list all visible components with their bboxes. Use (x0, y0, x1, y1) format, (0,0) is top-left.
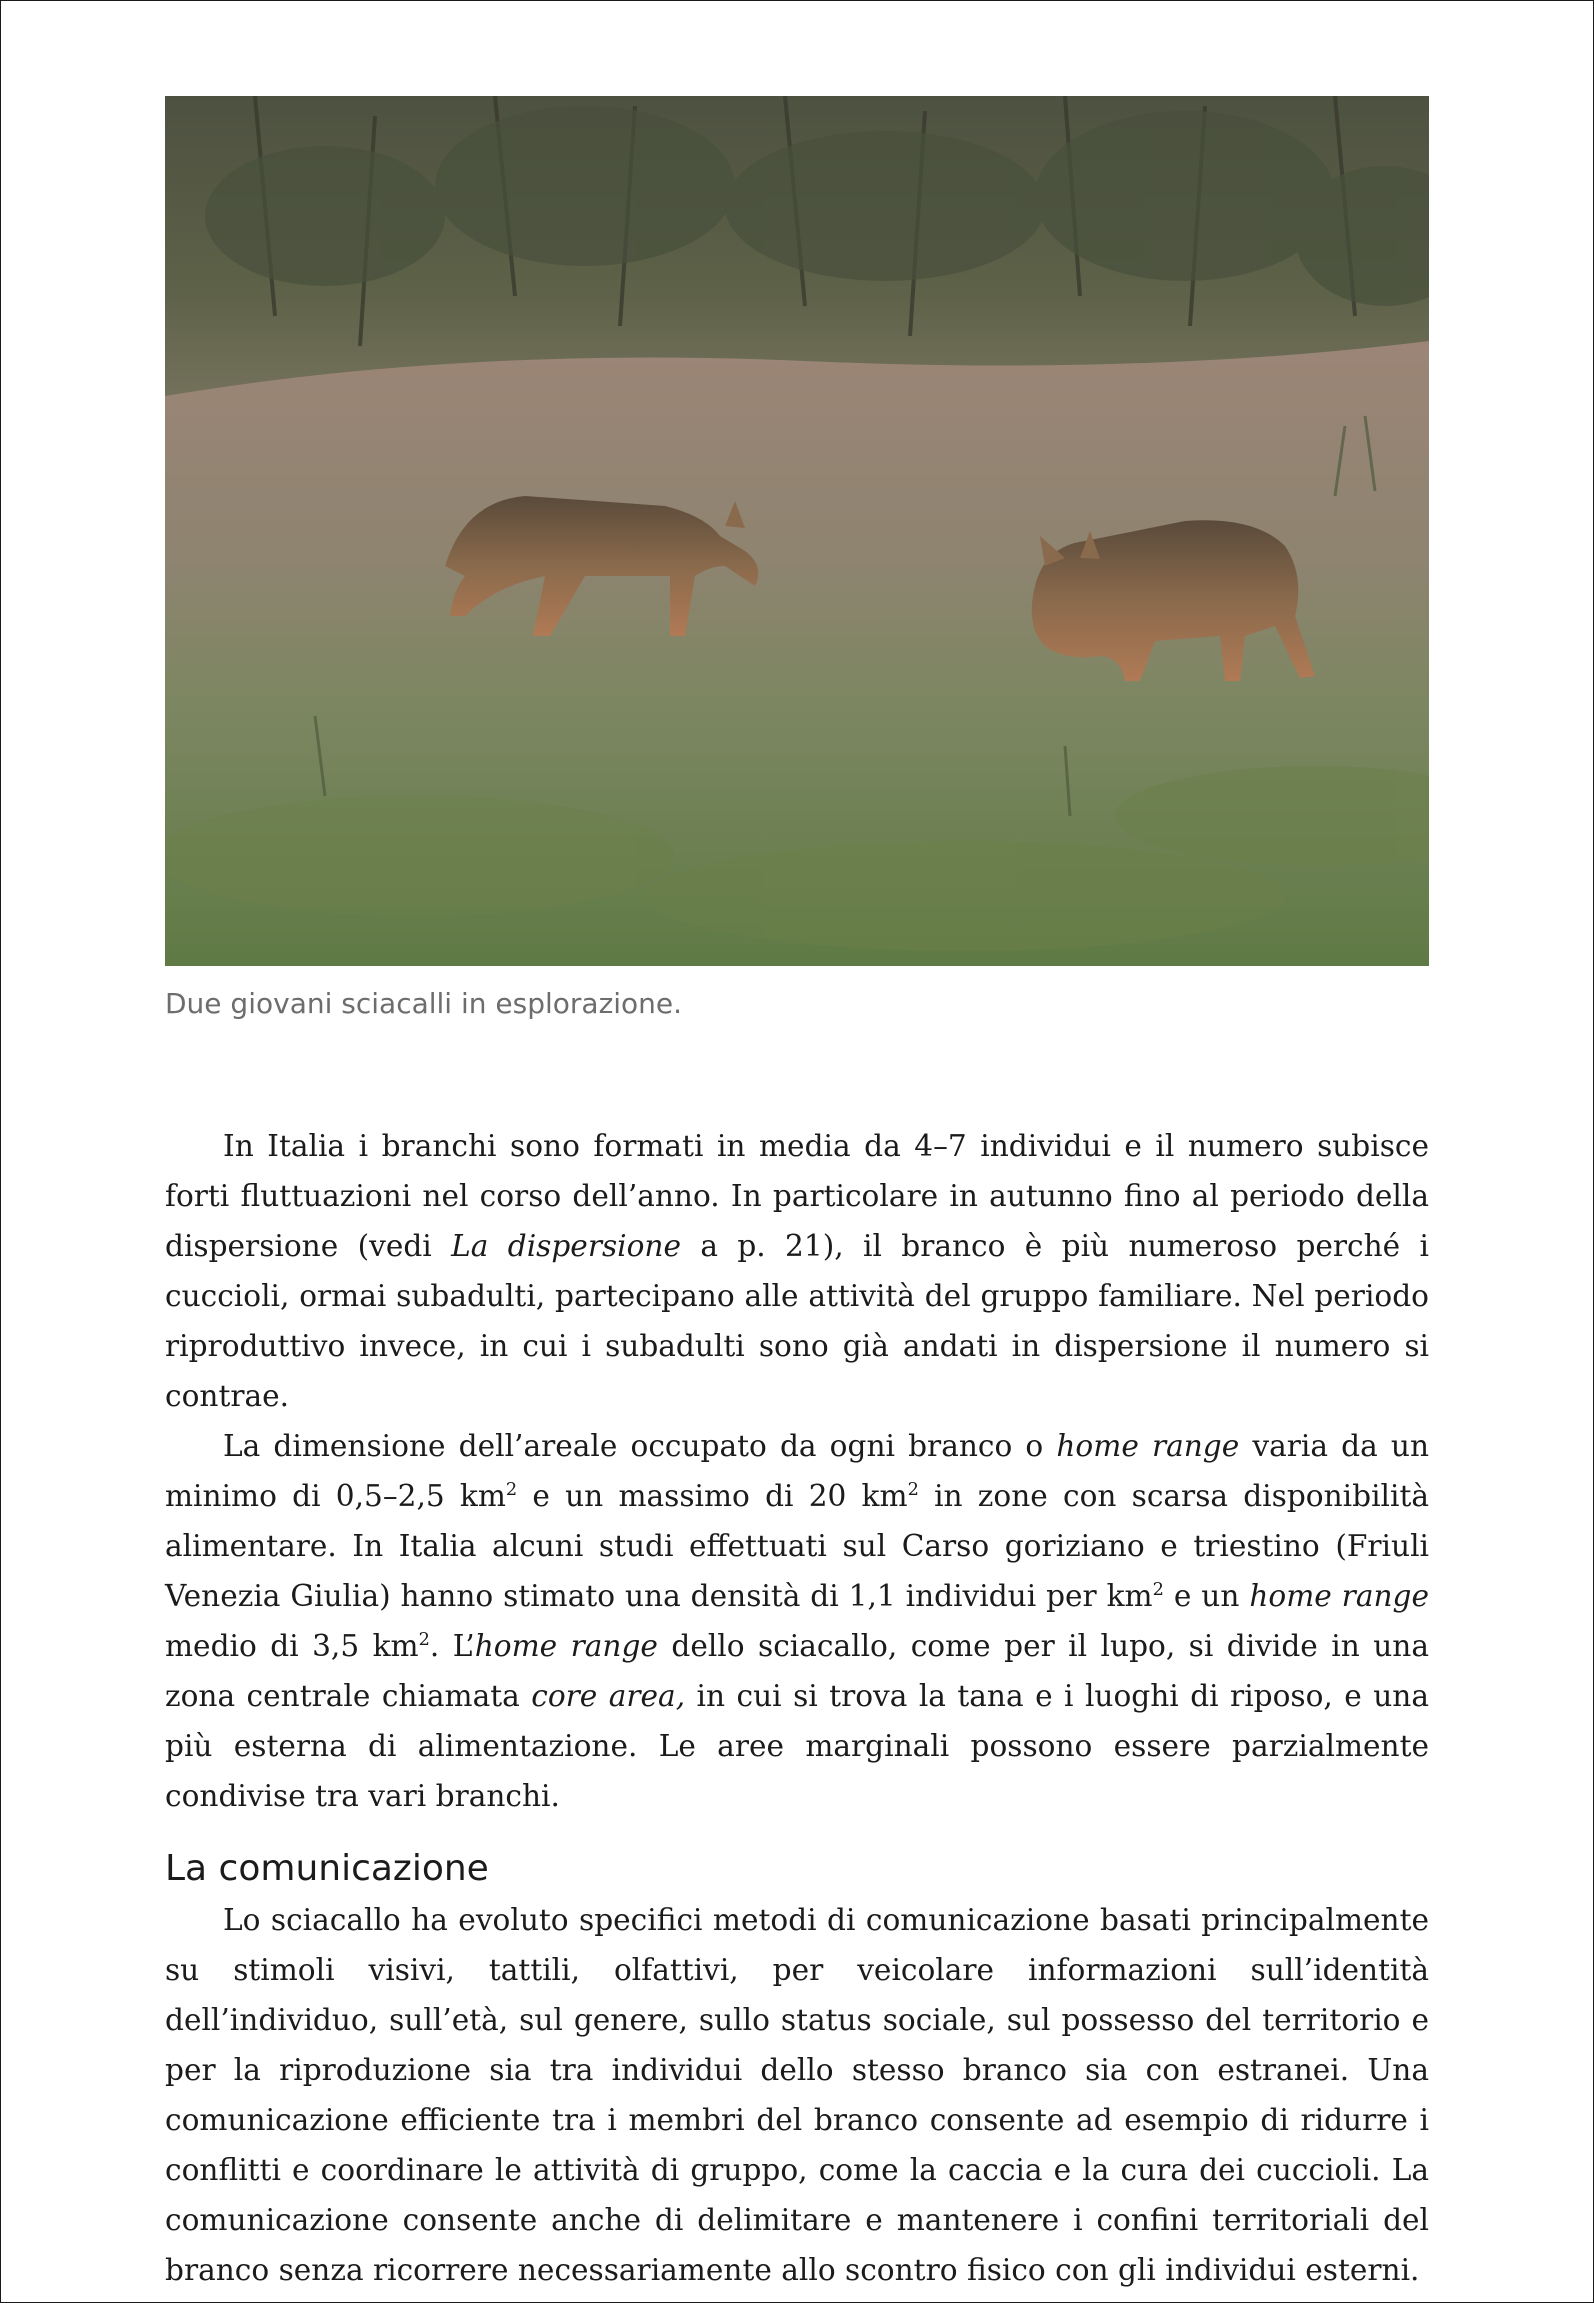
paragraph-branchi (165, 1121, 1429, 1421)
term-home-range: home range (1249, 1579, 1429, 1613)
paragraph-text: varia da un minimo di 0,5–2,5 km (165, 1429, 1430, 1513)
body-text (165, 1121, 1429, 2295)
paragraph-text: in cui si trova la tana e i luoghi di riposo, e una più esterna di alimentazione. Le aree marginali possono essere parzialmente condivise tra vari branchi. (165, 1679, 1430, 1813)
paragraph-text: in zone con scarsa disponibilità alimentare. In Italia alcuni studi effettuati sul Carso goriziano e triestino (Friuli Venezia Giulia) hanno stimato una densità di 1,1 individui per km (165, 1479, 1429, 1613)
paragraph-text: . L’ (429, 1629, 475, 1663)
cross-reference: La dispersione (451, 1229, 682, 1263)
paragraph-text: dello sciacallo, come per il lupo, si divide in una zona centrale chiamata (165, 1629, 1429, 1713)
paragraph-text: medio di 3,5 km (165, 1629, 419, 1663)
photo-caption: Due giovani sciacalli in esplorazione. (165, 987, 683, 1020)
paragraph-text: In Italia i branchi sono formati in media da 4–7 individui e il numero subisce forti fluttuazioni nel corso dell’anno. In particolare in autunno fino al periodo della dispersione (vedi (165, 1129, 1429, 1263)
term-core-area: core area, (531, 1679, 686, 1713)
paragraph-text: e un massimo di 20 km (517, 1479, 908, 1513)
section-title: La comunicazione (165, 1848, 489, 1889)
content-column (165, 96, 1429, 2295)
superscript: 2 (907, 1480, 919, 1501)
paragraph-text: a p. 21), il branco è più numeroso perché i cuccioli, ormai subadulti, partecipano alle attività del gruppo familiare. Nel periodo riproduttivo invece, in cui i subadulti sono già andati in dispersione il numero si contrae. (165, 1229, 1430, 1413)
jackals-photo (165, 96, 1429, 966)
photo-illustration (165, 96, 1429, 966)
superscript: 2 (505, 1480, 518, 1501)
term-home-range: home range (1056, 1429, 1240, 1463)
paragraph-text: e un (1163, 1579, 1250, 1613)
paragraph-text: La dimensione dell’areale occupato da ogni branco o (223, 1429, 1057, 1463)
paragraph-home-range (165, 1421, 1429, 1821)
term-home-range: home range (474, 1629, 658, 1663)
paragraph-comunicazione: Lo sciacallo ha evoluto specifici metodi di comunicazione basati principalmente su stimoli visivi, tattili, olfattivi, per veicolare informazioni sull’identità dell’individuo, sull’età, sul genere, sullo status sociale, sul possesso del territorio e per la riproduzione sia tra individui dello stesso branco sia con estranei. Una comunicazione efficiente tra i membri del branco consente ad esempio di ridurre i conflitti e coordinare le attività di gruppo, come la caccia e la cura dei cuccioli. La comunicazione consente anche di delimitare e mantenere i confini territoriali del branco senza ricorrere necessariamente allo scontro fisico con gli individui esterni. (165, 1903, 1429, 2287)
superscript: 2 (418, 1630, 430, 1651)
superscript: 2 (1152, 1580, 1164, 1601)
